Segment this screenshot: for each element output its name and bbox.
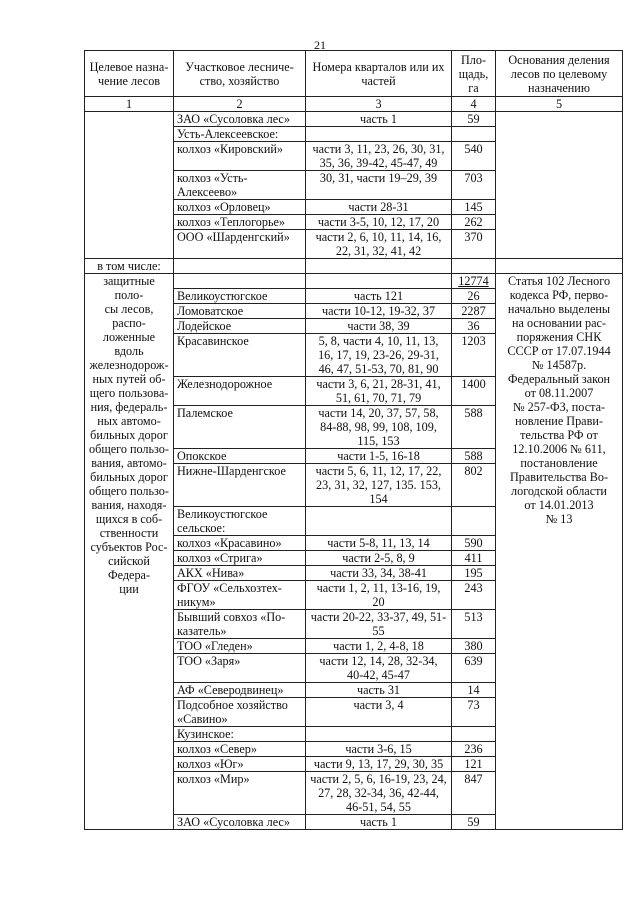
quarters-cell: части 9, 13, 17, 29, 30, 35 (306, 757, 452, 772)
forestry-cell: Нижне-Шарденгское (174, 464, 306, 507)
area-cell: 370 (452, 230, 496, 259)
quarters-cell: части 38, 39 (306, 319, 452, 334)
forestry-cell: ЗАО «Сусоловка лес» (174, 815, 306, 830)
forestry-cell: ООО «Шарденгский» (174, 230, 306, 259)
area-cell: 380 (452, 639, 496, 654)
quarters-cell: части 10-12, 19-32, 37 (306, 304, 452, 319)
forestry-cell: ТОО «Гледен» (174, 639, 306, 654)
area-cell: 588 (452, 449, 496, 464)
forestry-cell: колхоз «Орловец» (174, 200, 306, 215)
forestry-cell: колхоз «Красавино» (174, 536, 306, 551)
header-basis: Основания деления лесов по целевому назначению (496, 51, 623, 97)
quarters-cell: часть 1 (306, 815, 452, 830)
area-cell: 236 (452, 742, 496, 757)
area-cell: 639 (452, 654, 496, 683)
empty-cell (452, 259, 496, 274)
forestry-cell: Усть-Алексеевское: (174, 127, 306, 142)
area-cell: 513 (452, 610, 496, 639)
forestry-cell: Железнодорожное (174, 377, 306, 406)
quarters-cell: части 3-6, 15 (306, 742, 452, 757)
area-cell (452, 507, 496, 536)
forestry-cell: Кузинское: (174, 727, 306, 742)
area-cell: 73 (452, 698, 496, 727)
forestry-cell: Лодейское (174, 319, 306, 334)
column-number: 2 (174, 97, 306, 112)
area-cell: 411 (452, 551, 496, 566)
area-cell: 59 (452, 815, 496, 830)
area-cell: 703 (452, 171, 496, 200)
quarters-cell: 30, 31, части 19–29, 39 (306, 171, 452, 200)
quarters-cell: части 3-5, 10, 12, 17, 20 (306, 215, 452, 230)
forestry-cell: Великоустюгское (174, 289, 306, 304)
total-area: 12774 (452, 274, 496, 289)
quarters-cell: части 33, 34, 38-41 (306, 566, 452, 581)
area-cell: 262 (452, 215, 496, 230)
forestry-cell: колхоз «Усть- Алексеево» (174, 171, 306, 200)
area-cell: 590 (452, 536, 496, 551)
forestry-cell: АКХ «Нива» (174, 566, 306, 581)
quarters-cell: части 14, 20, 37, 57, 58, 84-88, 98, 99, 108, 109, 115, 153 (306, 406, 452, 449)
quarters-cell: часть 1 (306, 112, 452, 127)
empty-cell (174, 259, 306, 274)
quarters-cell: часть 31 (306, 683, 452, 698)
forestry-cell: Красавинское (174, 334, 306, 377)
column-number: 5 (496, 97, 623, 112)
area-cell: 26 (452, 289, 496, 304)
forestry-cell: Бывший совхоз «По- казатель» (174, 610, 306, 639)
column-number: 4 (452, 97, 496, 112)
header-area: Пло- щадь, га (452, 51, 496, 97)
quarters-cell (306, 127, 452, 142)
forestry-cell: АФ «Северодвинец» (174, 683, 306, 698)
forestry-cell: колхоз «Теплогорье» (174, 215, 306, 230)
area-cell: 540 (452, 142, 496, 171)
quarters-cell: части 2, 6, 10, 11, 14, 16, 22, 31, 32, 41, 42 (306, 230, 452, 259)
quarters-cell: части 28-31 (306, 200, 452, 215)
area-cell: 121 (452, 757, 496, 772)
area-cell: 195 (452, 566, 496, 581)
quarters-cell (306, 507, 452, 536)
in-that-number-row (85, 259, 623, 274)
total-row (85, 274, 623, 289)
area-cell: 1203 (452, 334, 496, 377)
table-row (85, 112, 623, 127)
header-row (85, 51, 623, 97)
forestry-cell: Опокское (174, 449, 306, 464)
forestry-cell: колхоз «Стрига» (174, 551, 306, 566)
area-cell: 802 (452, 464, 496, 507)
quarters-cell: части 20-22, 33-37, 49, 51- 55 (306, 610, 452, 639)
quarters-cell: части 1-5, 16-18 (306, 449, 452, 464)
quarters-cell: части 2, 5, 6, 16-19, 23, 24, 27, 28, 32-34, 36, 42-44, 46-51, 54, 55 (306, 772, 452, 815)
quarters-cell: части 2-5, 8, 9 (306, 551, 452, 566)
quarters-cell: части 1, 2, 4-8, 18 (306, 639, 452, 654)
forestry-cell: ФГОУ «Сельхозтех- никум» (174, 581, 306, 610)
forestry-cell: колхоз «Кировский» (174, 142, 306, 171)
quarters-cell: части 3, 6, 21, 28-31, 41, 51, 61, 70, 71, 79 (306, 377, 452, 406)
header-quarters: Номера кварталов или их частей (306, 51, 452, 97)
quarters-cell: части 1, 2, 11, 13-16, 19, 20 (306, 581, 452, 610)
forestry-cell: Подсобное хозяйство «Савино» (174, 698, 306, 727)
quarters-cell: части 3, 4 (306, 698, 452, 727)
area-cell: 2287 (452, 304, 496, 319)
basis-text: Статья 102 Лесного кодекса РФ, перво- начально выделены на основании рас- поряжения СНК СССР от 17.07.1944 № 14587р. Федеральный закон от 08.11.2007 № 257-ФЗ, поста- новление Прави- тельства РФ от 12.10.2006 № 611, постановление Правительства Во- логодской области от 14.01.2013 № 13 (496, 274, 623, 830)
forestry-cell: ТОО «Заря» (174, 654, 306, 683)
empty-cell (174, 274, 306, 289)
forestry-cell: ЗАО «Сусоловка лес» (174, 112, 306, 127)
quarters-cell (306, 727, 452, 742)
in-that-number-label: в том числе: (85, 259, 174, 274)
page-number: 21 (314, 38, 326, 52)
area-cell: 1400 (452, 377, 496, 406)
forestry-cell: колхоз «Север» (174, 742, 306, 757)
area-cell (452, 127, 496, 142)
quarters-cell: части 12, 14, 28, 32-34, 40-42, 45-47 (306, 654, 452, 683)
purpose-cell (85, 112, 174, 259)
purpose-text: защитные поло- сы лесов, распо- ложенные вдоль железнодорож- ных путей об- щего пользова- ния, федераль- ных автомо- бильных дорог общего пользо- вания, автомо- бильных дорог общего пользо- вания, находя- щихся в соб- ственности субъектов Рос- сийской Федера- ции (85, 274, 174, 830)
area-cell: 847 (452, 772, 496, 815)
quarters-cell: части 3, 11, 23, 26, 30, 31, 35, 36, 39-42, 45-47, 49 (306, 142, 452, 171)
table-body (85, 97, 623, 830)
forestry-cell: колхоз «Мир» (174, 772, 306, 815)
forest-purpose-table (84, 50, 623, 830)
quarters-cell: 5, 8, части 4, 10, 11, 13, 16, 17, 19, 23-26, 29-31, 46, 47, 51-53, 70, 81, 90 (306, 334, 452, 377)
quarters-cell: части 5, 6, 11, 12, 17, 22, 23, 31, 32, 127, 135. 153, 154 (306, 464, 452, 507)
area-cell: 588 (452, 406, 496, 449)
header-forestry: Участковое лесниче- ство, хозяйство (174, 51, 306, 97)
empty-cell (496, 259, 623, 274)
area-cell: 243 (452, 581, 496, 610)
column-number-row (85, 97, 623, 112)
forestry-cell: Ломоватское (174, 304, 306, 319)
forestry-cell: Великоустюгское сельское: (174, 507, 306, 536)
quarters-cell: части 5-8, 11, 13, 14 (306, 536, 452, 551)
empty-cell (306, 259, 452, 274)
area-cell: 36 (452, 319, 496, 334)
forestry-cell: колхоз «Юг» (174, 757, 306, 772)
area-cell: 59 (452, 112, 496, 127)
column-number: 1 (85, 97, 174, 112)
area-cell (452, 727, 496, 742)
empty-cell (306, 274, 452, 289)
column-number: 3 (306, 97, 452, 112)
header-purpose: Целевое назна- чение лесов (85, 51, 174, 97)
forestry-cell: Палемское (174, 406, 306, 449)
area-cell: 14 (452, 683, 496, 698)
quarters-cell: часть 121 (306, 289, 452, 304)
basis-cell (496, 112, 623, 259)
area-cell: 145 (452, 200, 496, 215)
